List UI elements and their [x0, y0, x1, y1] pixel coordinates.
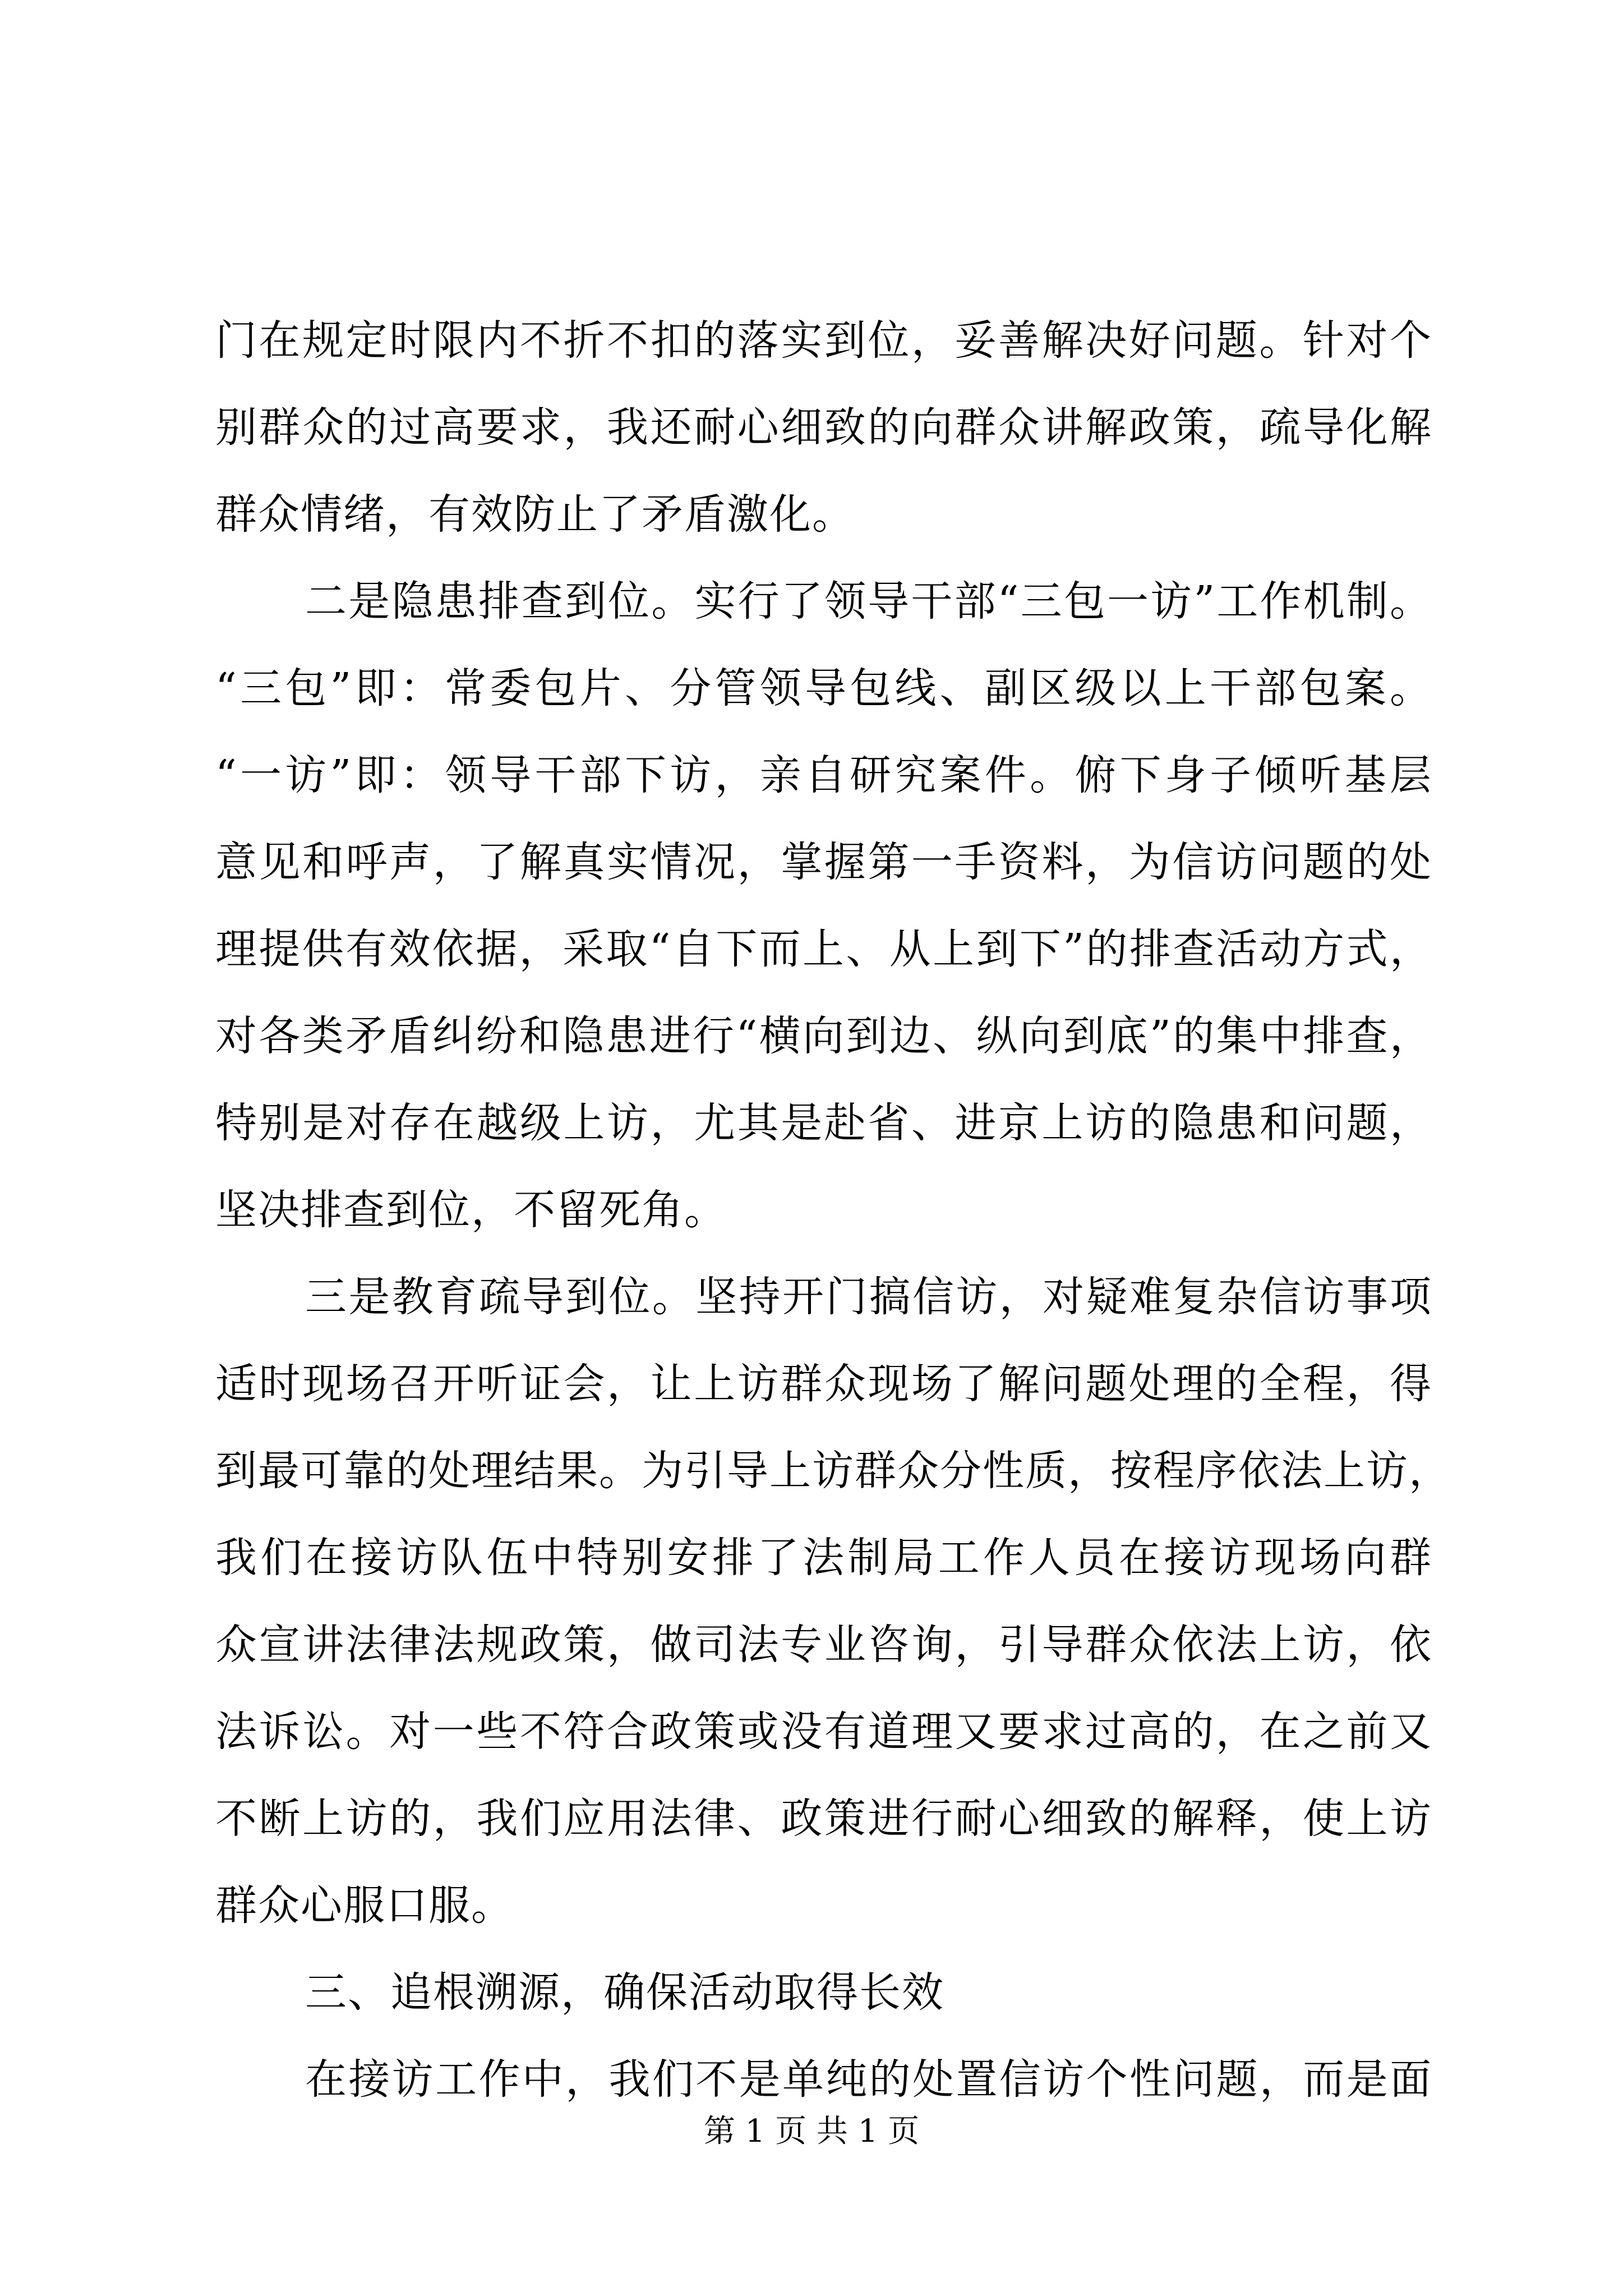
text-line: 法诉讼。对一些不符合政策或没有道理又要求过高的，在之前又	[215, 1708, 1432, 1756]
text-line: 群众心服口服。	[215, 1881, 514, 1930]
text-line: 群众情绪，有效防止了矛盾激化。	[215, 490, 855, 539]
text-line: 理提供有效依据，采取“自下而上、从上到下”的排查活动方式，	[215, 925, 1432, 973]
text-line: 到最可靠的处理结果。为引导上访群众分性质，按程序依法上访，	[215, 1447, 1451, 1495]
section-heading: 三、追根溯源，确保活动取得长效	[305, 1968, 944, 2017]
text-line: 在接访工作中，我们不是单纯的处置信访个性问题，而是面	[305, 2055, 1432, 2104]
document-body	[215, 297, 1451, 2123]
page-number-footer: 第 1 页 共 1 页	[703, 2113, 920, 2150]
text-line: “三包”即：常委包片、分管领导包线、副区级以上干部包案。	[215, 664, 1432, 712]
text-line: 适时现场召开听证会，让上访群众现场了解问题处理的全程，得	[215, 1360, 1432, 1408]
text-line: 不断上访的，我们应用法律、政策进行耐心细致的解释，使上访	[215, 1795, 1432, 1843]
text-line: 别群众的过高要求，我还耐心细致的向群众讲解政策，疏导化解	[215, 403, 1432, 452]
text-line: 坚决排查到位，不留死角。	[215, 1186, 727, 1234]
text-line: 特别是对存在越级上访，尤其是赴省、进京上访的隐患和问题，	[215, 1099, 1432, 1147]
text-line: 三是教育疏导到位。坚持开门搞信访，对疑难复杂信访事项	[305, 1273, 1432, 1321]
text-line: 我们在接访队伍中特别安排了法制局工作人员在接访现场向群	[215, 1534, 1432, 1582]
text-line: 门在规定时限内不折不扣的落实到位，妥善解决好问题。针对个	[215, 316, 1432, 365]
text-line: 二是隐患排查到位。实行了领导干部“三包一访”工作机制。	[305, 577, 1432, 625]
text-line: 众宣讲法律法规政策，做司法专业咨询，引导群众依法上访，依	[215, 1621, 1432, 1669]
text-line: 意见和呼声，了解真实情况，掌握第一手资料，为信访问题的处	[215, 838, 1432, 886]
text-line: 对各类矛盾纠纷和隐患进行“横向到边、纵向到底”的集中排查，	[215, 1012, 1432, 1060]
text-line: “一访”即：领导干部下访，亲自研究案件。俯下身子倾听基层	[215, 751, 1432, 799]
